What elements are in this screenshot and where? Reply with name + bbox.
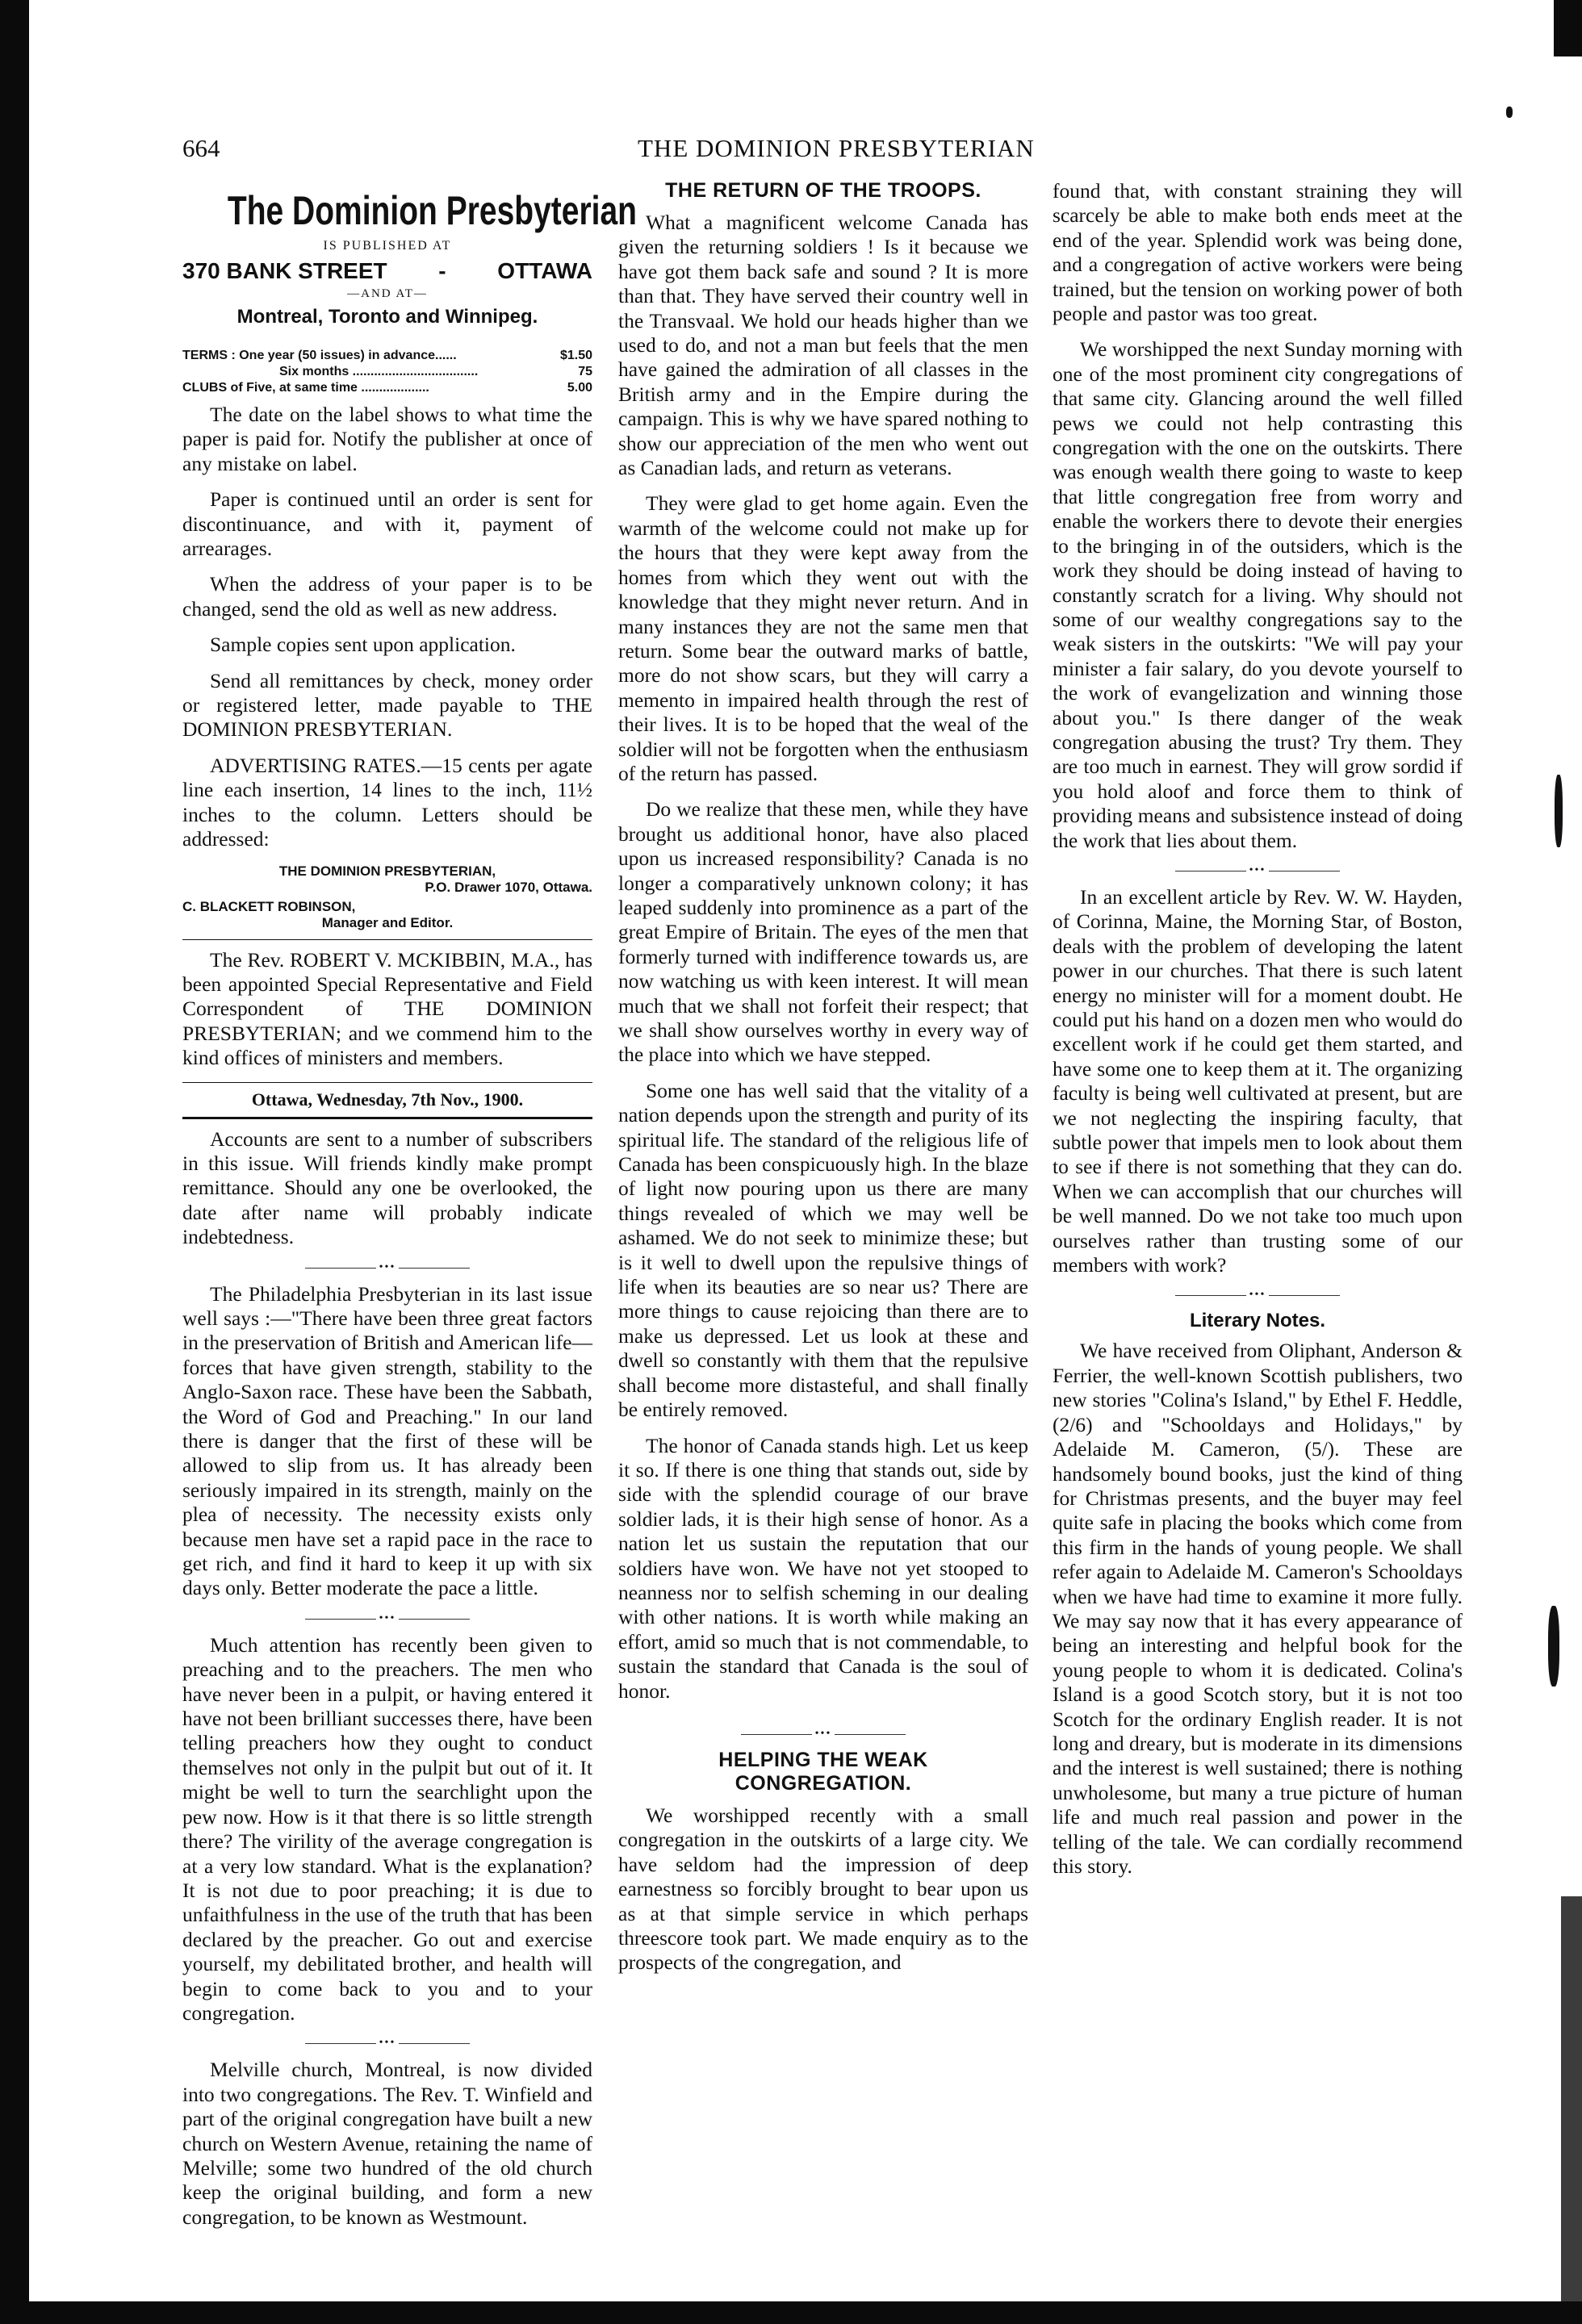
column-3 — [1053, 179, 1463, 1890]
page-number: 664 — [182, 134, 220, 162]
scan-left-edge — [0, 0, 29, 2324]
ornament-divider: ••• — [182, 1612, 592, 1625]
city: OTTAWA — [497, 258, 592, 283]
scan-right-edge-shadow — [1561, 1896, 1582, 2308]
address-name: THE DOMINION PRESBYTERIAN, — [278, 863, 496, 879]
paragraph: In an excellent article by Rev. W. W. Hayden, of Corinna, Maine, the Morning Star, of Boston, deals with the problem of developing the latent power in our churches. That there is such latent energy no minister will for a moment doubt. He could put his hand on a dozen men who would do excellent work if he could get them started, and have some one to keep them at it. The organizing faculty is being well cultivated at present, but are we not neglecting the inspiring faculty, that subtle power that impels men to look about them to see if there is not something that they can do. When we can accomplish that our churches will be well manned. Do we not take too much upon ourselves rather than trusting some of our members with work? — [1053, 884, 1463, 1277]
paragraph: Much attention has recently been given to preaching and to the preachers. The men who have never been in a pulpit, or having entered it have not been brilliant successes there, have been telling preachers how they ought to conduct themselves not only in the pulpit but out of it. It might be well to turn the searchlight upon the pew now. How is it that there is so little strength there? The virility of the average congregation is at a very low standard. What is the explanation? It is not due to poor preaching; it is due to unfaithfulness in the use of the truth that has been declared by the preacher. Go out and exercise yourself, my debilitated brother, and health will begin to come back to you and to your congregation. — [182, 1632, 592, 2025]
paragraph: Some one has well said that the vitality of a nation depends upon the strength and purity of its spiritual life. The standard of the religious life of Canada has been conspicuously high. In the blaze of light now pouring upon us there are many things revealed of which we may well be ashamed. We do not seek to minimize these; but is it well to dwell upon the repulsive things of life when its beauties are so near us? There are more things to cause rejoicing than there are to make us depressed. Let us look at these and dwell so constantly with them that the repulsive shall become more distasteful, and shall finally be entirely removed. — [618, 1078, 1028, 1422]
heavy-rule — [182, 1117, 592, 1119]
manager-name: C. BLACKETT ROBINSON, — [182, 898, 356, 914]
published-at: IS PUBLISHED AT — [323, 239, 452, 253]
masthead-title: The Dominion Presbyterian — [227, 188, 637, 233]
advertising-rates: ADVERTISING RATES.—15 cents per agate line each insertion, 14 lines to the inch, 11½ inches to the column. Letters should be addressed: — [182, 753, 592, 851]
heading-return-of-troops: THE RETURN OF THE TROOPS. — [665, 179, 981, 202]
dateline: Ottawa, Wednesday, 7th Nov., 1900. — [251, 1089, 524, 1110]
terms-row: Six months ................................... 75 — [279, 365, 592, 378]
heading-weak-congregation: HELPING THE WEAK CONGREGATION. — [718, 1748, 928, 1795]
divider — [182, 939, 592, 940]
ornament-divider: ••• — [618, 1728, 1028, 1741]
and-at: —AND AT— — [347, 287, 428, 300]
ornament-divider: ••• — [182, 2037, 592, 2050]
address-box: P.O. Drawer 1070, Ottawa. — [425, 879, 592, 895]
paragraph: found that, with constant straining they will scarcely be able to make both ends meet at the end of the year. Splendid work was being done, and a congregation of active workers were being trained, but the tension on working power of both people and pastor was too great. — [1053, 179, 1463, 326]
paragraph: Do we realize that these men, while they have brought us additional honor, have also placed upon us increased responsibility? Canada is no longer a comparatively unknown colony; it has leaped suddenly into prominence as a part of the great Empire of Britain. The eyes of the men that formerly turned with indifference towards us, are now watching us with keen interest. It will mean much that we shall not forfeit their respect; that we shall show ourselves worthy in every way of the place into which we have stepped. — [618, 797, 1028, 1067]
divider — [182, 1082, 592, 1083]
binding-mark-top — [1555, 775, 1563, 847]
appointment-notice: The Rev. ROBERT V. MCKIBBIN, M.A., has been appointed Special Representative and Field Correspondent of THE DOMINION PRESBYTERIAN; and we commend him to the kind offices of ministers and members. — [182, 947, 592, 1070]
scan-bottom-edge — [0, 2301, 1582, 2324]
notice: Send all remittances by check, money order or registered letter, made payable to THE DOMINION PRESBYTERIAN. — [182, 668, 592, 742]
notice: When the address of your paper is to be changed, send the old as well as new address. — [182, 572, 592, 621]
notices — [182, 403, 592, 742]
paragraph: The honor of Canada stands high. Let us keep it so. If there is one thing that stands out, side by side with the splendid courage of our brave soldier lads, it is their high sense of honor. As a nation let us sustain the reputation that our soldiers have won. We have not yet stooped to neanness nor to selfish scheming in our dealing with other nations. It is worth while making an effort, amid so much that is not commendable, to sustain the standard that Canada is the soul of honor. — [618, 1433, 1028, 1703]
paragraph: We worshipped the next Sunday morning with one of the most prominent city congregations of that same city. Glancing around the well filled pews we could not help contrasting this congregation with the one on the outskirts. There was enough wealth there going to waste to keep that little congregation free from worry and enable the workers there to devote their energies to the bringing in of the outsiders, which is the work they should be doing instead of having to constantly scratch for a living. Why should not some of our wealthy congregations say to the weak sisters in the outskirts: "We will pay your minister a fair salary, do you devote yourself to the work of evangelization and winning those about you." Is there danger of the weak congregation abusing the trust? Try them. They are too much in earnest. They will grow sordid if you hold aloof and force them to think of providing means and subsistence instead of doing the work that lies about them. — [1053, 337, 1463, 852]
address-separator: - — [438, 258, 446, 283]
ornament-divider: ••• — [1053, 1289, 1463, 1302]
column-2 — [618, 179, 1028, 1987]
column-1 — [182, 179, 637, 2241]
heading-literary-notes: Literary Notes. — [1189, 1310, 1326, 1332]
paragraph: Melville church, Montreal, is now divided into two congregations. The Rev. T. Winfield and part of the original congregation have built a new church on Western Avenue, retaining the name of Melville; some two hundred of the old church keep the original building, and form a new congregation, to be known as Westmount. — [182, 2058, 592, 2229]
paragraph: Accounts are sent to a number of subscribers in this issue. Will friends kindly make prompt remittance. Should any one be overlooked, the date after name will probably indicate indebtedness. — [182, 1126, 592, 1249]
running-title: THE DOMINION PRESBYTERIAN — [638, 134, 1035, 162]
terms-block — [182, 348, 592, 396]
ornament-divider: ••• — [182, 1261, 592, 1274]
terms-row: CLUBS of Five, at same time ................... 5.00 — [182, 381, 592, 395]
binding-mark-bottom — [1548, 1606, 1559, 1687]
street: 370 BANK STREET — [182, 258, 387, 283]
notice: Sample copies sent upon application. — [210, 633, 516, 657]
paragraph: They were glad to get home again. Even the warmth of the welcome could not make up for the hours that they were kept away from the homes from which they went out with the knowledge that they might never return. And in many instances they are not the same men that return. Some bear the outward marks of battle, more do not show scars, but they will carry a memento in impaired health through the rest of their lives. It is to be hoped that the weal of the soldier will not be forgotten when the enthusiasm of the return has passed. — [618, 491, 1028, 785]
paragraph: The Philadelphia Presbyterian in its last issue well says :—"There have been three great factors in the preservation of British and American life—forces that have given strength, stability to the Anglo-Saxon race. These have been the Sabbath, the Word of God and Preaching." In our land there is danger that the first of these will be allowed to slip from us. It has already been seriously impaired in its strength, mainly on the plea of necessity. The necessity exists only because men have set a rapid pace in the race to get rich, and find it hard to keep it up with six days only. Better moderate the pace a little. — [182, 1281, 592, 1600]
ornament-divider: ••• — [1053, 864, 1463, 877]
paragraph: We have received from Oliphant, Anderson & Ferrier, the well-known Scottish publishers, two new stories "Colina's Island," by Ethel F. Heddle, (2/6) and "Schooldays and Holidays," by Adelaide M. Cameron, (5/). These are handsomely bound books, just the kind of thing for Christmas presents, and the buyer may feel quite safe in placing the books which come from this firm in the hands of young people. We shall refer again to Adelaide M. Cameron's Schooldays when we have had time to examine it more fully. We may say now that it has every appearance of being an interesting and helpful book for the young people to whom it is dedicated. Colina's Island is a good Scotch story, but it is not too Scotch for the ordinary English reader. It is not long and dreary, but is moderate in its dimensions and the interest is well sustained; there is nothing unwholesome, but many a true picture of human life and much real passion and power in the telling of the tale. We can cordially recommend this story. — [1053, 1339, 1463, 1878]
scan-top-right-mark — [1554, 0, 1582, 56]
ink-dot — [1506, 107, 1513, 118]
masthead-address — [182, 258, 592, 284]
manager-title: Manager and Editor. — [321, 914, 454, 930]
terms-row: TERMS : One year (50 issues) in advance...... $1.50 — [182, 349, 592, 362]
notice: The date on the label shows to what time the paper is paid for. Notify the publisher at once of any mistake on label. — [182, 403, 592, 475]
paragraph: We worshipped recently with a small congregation in the outskirts of a large city. We have seldom had the impression of deep earnestness so forcibly brought to bear upon us as at that simple service in which perhaps threescore took part. We made enquiry as to the prospects of the congregation, and — [618, 1803, 1028, 1975]
other-cities: Montreal, Toronto and Winnipeg. — [236, 306, 538, 328]
paragraph: What a magnificent welcome Canada has given the returning soldiers ! Is it because we have got them back safe and sound ? It is more than that. They have served their country well in the Transvaal. We hold our heads higher than we used to do, and not a man but feels that the men have gained the admiration of all classes in the British army and in the Empire during the campaign. This is why we have spared nothing to show our appreciation of the men who went out as Canadian lads, and return as veterans. — [618, 211, 1028, 480]
notice: Paper is continued until an order is sent for discontinuance, and with it, payment of arrearages. — [182, 487, 592, 561]
